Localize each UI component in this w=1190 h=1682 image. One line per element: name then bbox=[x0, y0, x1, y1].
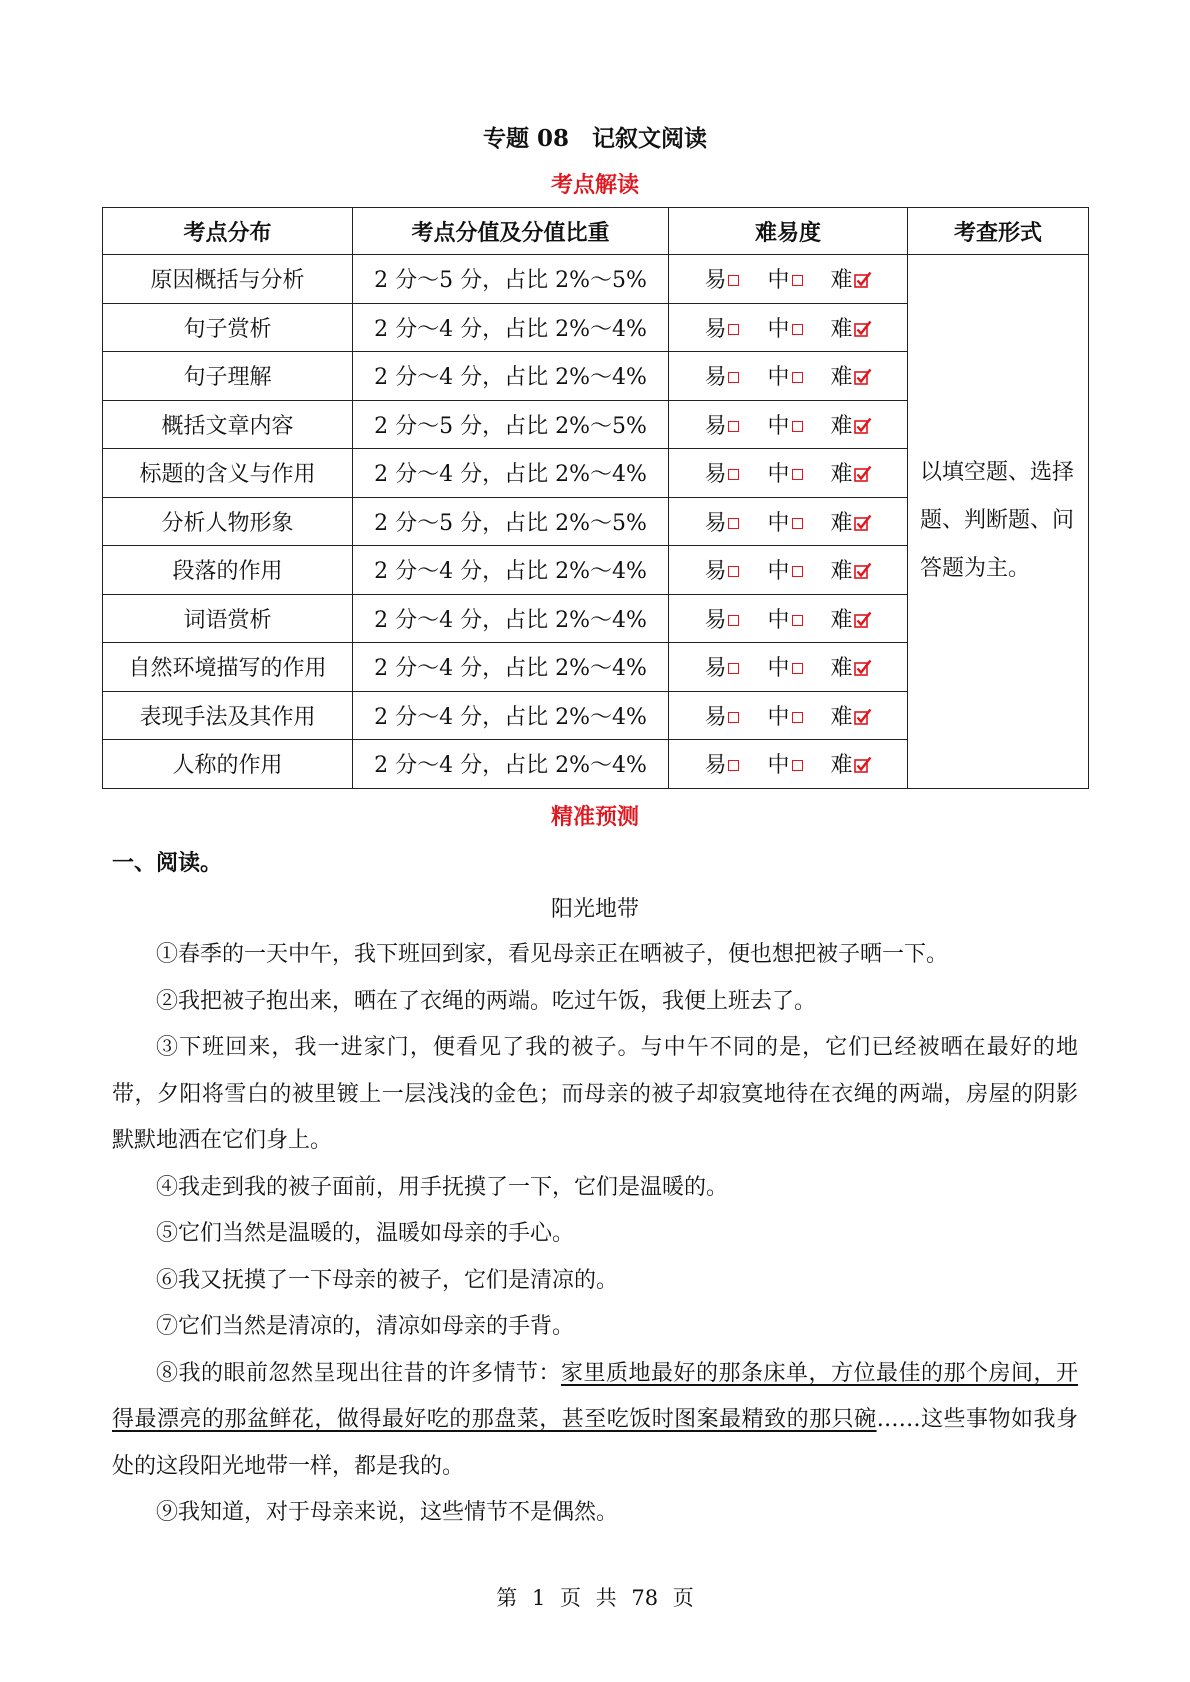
table-header-row bbox=[103, 208, 1089, 255]
difficulty-option bbox=[831, 457, 872, 488]
difficulty-option bbox=[704, 312, 739, 343]
difficulty-label: 中 bbox=[767, 656, 790, 682]
difficulty-label: 中 bbox=[767, 704, 790, 730]
difficulty-option bbox=[831, 263, 872, 294]
difficulty-label: 中 bbox=[767, 365, 790, 391]
difficulty-label: 难 bbox=[830, 462, 853, 488]
difficulty-cell bbox=[669, 400, 908, 449]
table-body bbox=[103, 255, 1089, 789]
difficulty-label: 中 bbox=[767, 268, 790, 294]
difficulty-label: 中 bbox=[767, 607, 790, 633]
checked-box-icon bbox=[854, 320, 872, 338]
difficulty-label: 难 bbox=[830, 316, 853, 342]
score-cell: 2 分～4 分，占比 2%～4% bbox=[353, 546, 669, 595]
topic-cell: 词语赏析 bbox=[103, 594, 353, 643]
difficulty-label: 难 bbox=[830, 365, 853, 391]
score-cell: 2 分～5 分，占比 2%～5% bbox=[353, 400, 669, 449]
difficulty-label: 易 bbox=[704, 462, 727, 488]
difficulty-label: 难 bbox=[830, 753, 853, 779]
checked-box-icon bbox=[854, 514, 872, 532]
difficulty-label: 难 bbox=[830, 607, 853, 633]
paragraph-4: ④我走到我的被子面前，用手抚摸了一下，它们是温暖的。 bbox=[156, 1174, 729, 1200]
unchecked-box-icon bbox=[792, 518, 803, 529]
difficulty-option bbox=[767, 748, 802, 779]
paragraph-3: ③下班回来，我一进家门，便看见了我的被子。与中午不同的是，它们已经被晒在最好的地带，夕阳将雪白的被里镀上一层浅浅的金色；而母亲的被子却寂寞地待在衣绳的两端，房屋的阴影默默地洒在它们身上。 bbox=[112, 1035, 1078, 1153]
paragraph-8 bbox=[112, 1351, 1078, 1491]
section-heading-exam-points: 考点解读 bbox=[550, 172, 639, 198]
difficulty-option bbox=[704, 603, 739, 634]
difficulty-option bbox=[831, 700, 872, 731]
score-cell: 2 分～4 分，占比 2%～4% bbox=[353, 740, 669, 789]
topic-cell: 人称的作用 bbox=[103, 740, 353, 789]
difficulty-option bbox=[831, 506, 872, 537]
difficulty-label: 中 bbox=[767, 316, 790, 342]
table-row bbox=[103, 255, 1089, 304]
difficulty-label: 难 bbox=[830, 413, 853, 439]
checked-box-icon bbox=[854, 708, 872, 726]
unchecked-box-icon bbox=[792, 760, 803, 771]
part-title: 一、阅读。 bbox=[112, 850, 223, 876]
difficulty-cell bbox=[669, 691, 908, 740]
difficulty-label: 中 bbox=[767, 559, 790, 585]
difficulty-option bbox=[767, 312, 802, 343]
unchecked-box-icon bbox=[792, 275, 803, 286]
underlined-passage: 家里质地最好的那条床单，方位最佳的那个房间，开得最漂亮的那盆鲜花，做得最好吃的那盘菜，甚至吃饭时图案最精致的那只碗 bbox=[112, 1360, 1078, 1432]
topic-cell: 原因概括与分析 bbox=[103, 255, 353, 304]
exam-form-cell: 以填空题、选择题、判断题、问答题为主。 bbox=[908, 255, 1089, 789]
unchecked-box-icon bbox=[728, 760, 739, 771]
score-cell: 2 分～4 分，占比 2%～4% bbox=[353, 352, 669, 401]
checked-box-icon bbox=[854, 368, 872, 386]
difficulty-option bbox=[831, 312, 872, 343]
checked-box-icon bbox=[854, 417, 872, 435]
score-cell: 2 分～4 分，占比 2%～4% bbox=[353, 449, 669, 498]
difficulty-label: 易 bbox=[704, 656, 727, 682]
difficulty-label: 中 bbox=[767, 753, 790, 779]
unchecked-box-icon bbox=[792, 566, 803, 577]
difficulty-option bbox=[767, 263, 802, 294]
paragraph-1: ①春季的一天中午，我下班回到家，看见母亲正在晒被子，便也想把被子晒一下。 bbox=[156, 942, 949, 967]
difficulty-cell bbox=[669, 740, 908, 789]
score-cell: 2 分～4 分，占比 2%～4% bbox=[353, 691, 669, 740]
unchecked-box-icon bbox=[728, 372, 739, 383]
topic-cell: 自然环境描写的作用 bbox=[103, 643, 353, 692]
unchecked-box-icon bbox=[728, 663, 739, 674]
difficulty-option bbox=[831, 651, 872, 682]
checked-box-icon bbox=[854, 756, 872, 774]
paragraph-7: ⑦它们当然是清凉的，清凉如母亲的手背。 bbox=[156, 1314, 575, 1339]
difficulty-option bbox=[704, 748, 739, 779]
paragraph-8-lead: ⑧我的眼前忽然呈现出往昔的许多情节： bbox=[156, 1360, 561, 1386]
difficulty-option bbox=[704, 409, 739, 440]
difficulty-label: 中 bbox=[767, 462, 790, 488]
topic-cell: 分析人物形象 bbox=[103, 497, 353, 546]
unchecked-box-icon bbox=[728, 518, 739, 529]
difficulty-label: 易 bbox=[704, 365, 727, 391]
difficulty-label: 中 bbox=[767, 510, 790, 536]
difficulty-label: 易 bbox=[704, 704, 727, 730]
difficulty-option bbox=[704, 506, 739, 537]
unchecked-box-icon bbox=[792, 324, 803, 335]
paragraph-2: ②我把被子抱出来，晒在了衣绳的两端。吃过午饭，我便上班去了。 bbox=[156, 988, 817, 1014]
unchecked-box-icon bbox=[792, 615, 803, 626]
header-difficulty: 难易度 bbox=[669, 208, 908, 255]
difficulty-cell bbox=[669, 449, 908, 498]
document-title: 专题 08 记叙文阅读 bbox=[482, 125, 707, 152]
topic-cell: 句子赏析 bbox=[103, 303, 353, 352]
score-cell: 2 分～4 分，占比 2%～4% bbox=[353, 643, 669, 692]
difficulty-label: 易 bbox=[704, 268, 727, 294]
difficulty-option bbox=[704, 700, 739, 731]
difficulty-cell bbox=[669, 352, 908, 401]
topic-cell: 标题的含义与作用 bbox=[103, 449, 353, 498]
topic-cell: 表现手法及其作用 bbox=[103, 691, 353, 740]
unchecked-box-icon bbox=[792, 712, 803, 723]
unchecked-box-icon bbox=[728, 566, 739, 577]
difficulty-label: 中 bbox=[767, 413, 790, 439]
unchecked-box-icon bbox=[728, 615, 739, 626]
story-body bbox=[112, 932, 1078, 1537]
unchecked-box-icon bbox=[728, 324, 739, 335]
paragraph-9: ⑨我知道，对于母亲来说，这些情节不是偶然。 bbox=[156, 1500, 619, 1525]
difficulty-option bbox=[767, 457, 802, 488]
difficulty-label: 难 bbox=[830, 559, 853, 585]
difficulty-cell bbox=[669, 546, 908, 595]
checked-box-icon bbox=[854, 271, 872, 289]
unchecked-box-icon bbox=[792, 663, 803, 674]
difficulty-option bbox=[831, 554, 872, 585]
checked-box-icon bbox=[854, 465, 872, 483]
difficulty-option bbox=[767, 603, 802, 634]
difficulty-option bbox=[767, 651, 802, 682]
unchecked-box-icon bbox=[792, 421, 803, 432]
score-cell: 2 分～5 分，占比 2%～5% bbox=[353, 255, 669, 304]
topic-cell: 概括文章内容 bbox=[103, 400, 353, 449]
difficulty-label: 难 bbox=[830, 268, 853, 294]
unchecked-box-icon bbox=[728, 712, 739, 723]
header-topic: 考点分布 bbox=[103, 208, 353, 255]
unchecked-box-icon bbox=[792, 372, 803, 383]
section-heading-prediction: 精准预测 bbox=[550, 804, 639, 830]
checked-box-icon bbox=[854, 611, 872, 629]
unchecked-box-icon bbox=[728, 421, 739, 432]
difficulty-option bbox=[704, 457, 739, 488]
difficulty-cell bbox=[669, 643, 908, 692]
checked-box-icon bbox=[854, 659, 872, 677]
header-form: 考查形式 bbox=[908, 208, 1089, 255]
difficulty-option bbox=[767, 360, 802, 391]
score-cell: 2 分～4 分，占比 2%～4% bbox=[353, 303, 669, 352]
difficulty-option bbox=[831, 748, 872, 779]
unchecked-box-icon bbox=[728, 469, 739, 480]
difficulty-option bbox=[704, 554, 739, 585]
difficulty-option bbox=[831, 603, 872, 634]
difficulty-label: 难 bbox=[830, 704, 853, 730]
difficulty-option bbox=[704, 651, 739, 682]
checked-box-icon bbox=[854, 562, 872, 580]
difficulty-option bbox=[767, 554, 802, 585]
score-cell: 2 分～5 分，占比 2%～5% bbox=[353, 497, 669, 546]
paragraph-8-tail: ……这些事物如我身处的这段阳光地带一样，都是我的。 bbox=[112, 1407, 1078, 1479]
paragraph-6: ⑥我又抚摸了一下母亲的被子，它们是清凉的。 bbox=[156, 1267, 619, 1293]
difficulty-label: 难 bbox=[830, 656, 853, 682]
difficulty-label: 易 bbox=[704, 559, 727, 585]
story-title: 阳光地带 bbox=[550, 897, 639, 922]
difficulty-label: 易 bbox=[704, 510, 727, 536]
difficulty-label: 易 bbox=[704, 316, 727, 342]
difficulty-label: 易 bbox=[704, 753, 727, 779]
score-cell: 2 分～4 分，占比 2%～4% bbox=[353, 594, 669, 643]
difficulty-cell bbox=[669, 255, 908, 304]
page-footer: 第 1 页 共 78 页 bbox=[496, 1586, 694, 1610]
difficulty-label: 难 bbox=[830, 510, 853, 536]
header-score: 考点分值及分值比重 bbox=[353, 208, 669, 255]
difficulty-option bbox=[831, 409, 872, 440]
difficulty-cell bbox=[669, 303, 908, 352]
difficulty-option bbox=[767, 409, 802, 440]
difficulty-cell bbox=[669, 497, 908, 546]
difficulty-label: 易 bbox=[704, 413, 727, 439]
difficulty-cell bbox=[669, 594, 908, 643]
topic-cell: 句子理解 bbox=[103, 352, 353, 401]
difficulty-option bbox=[767, 700, 802, 731]
difficulty-option bbox=[704, 263, 739, 294]
exam-points-table bbox=[102, 207, 1089, 789]
difficulty-option bbox=[767, 506, 802, 537]
difficulty-label: 易 bbox=[704, 607, 727, 633]
difficulty-option bbox=[704, 360, 739, 391]
unchecked-box-icon bbox=[728, 275, 739, 286]
topic-cell: 段落的作用 bbox=[103, 546, 353, 595]
unchecked-box-icon bbox=[792, 469, 803, 480]
paragraph-5: ⑤它们当然是温暖的，温暖如母亲的手心。 bbox=[156, 1221, 575, 1246]
difficulty-option bbox=[831, 360, 872, 391]
